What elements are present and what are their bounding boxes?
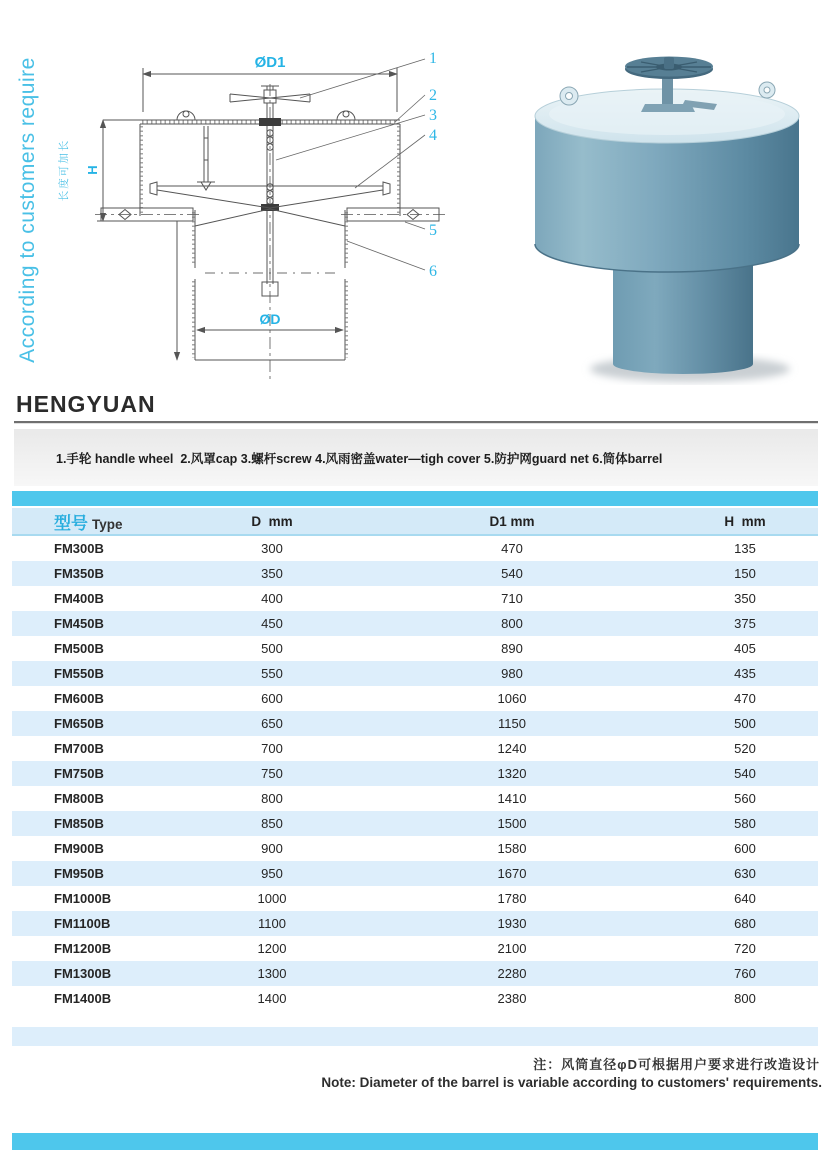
cell-d: 1000 (257, 891, 287, 906)
cell-h: 760 (734, 966, 756, 981)
table-row (12, 936, 818, 961)
header-d: D mm (251, 513, 293, 529)
dim-d1-label: ØD1 (254, 54, 286, 71)
cell-h: 375 (734, 616, 756, 631)
header-h: H mm (724, 513, 766, 529)
cell-d: 300 (261, 541, 283, 556)
cell-type: FM600B (54, 691, 104, 706)
cell-d: 400 (261, 591, 283, 606)
cell-d1: 800 (501, 616, 523, 631)
callouts (276, 50, 437, 280)
cell-type: FM950B (54, 866, 104, 881)
cell-type: FM350B (54, 566, 104, 581)
dim-h-label: H (85, 165, 100, 175)
photo-barrel (613, 263, 753, 374)
cell-d: 900 (261, 841, 283, 856)
photo-handwheel (625, 57, 713, 80)
table-header-row (12, 508, 818, 536)
cell-d1: 1060 (497, 691, 527, 706)
table-row (12, 736, 818, 761)
cell-d: 1200 (257, 941, 287, 956)
cell-type: FM900B (54, 841, 104, 856)
cell-h: 150 (734, 566, 756, 581)
product-photo (495, 38, 825, 393)
cell-type: FM850B (54, 816, 104, 831)
cell-d1: 1410 (497, 791, 527, 806)
parts-legend-text: 1.手轮 handle wheel 2.风罩cap 3.螺杆screw 4.风雨密盖water—tigh cover 5.防护网guard net 6.筒体barrel (56, 452, 663, 466)
table-row (12, 711, 818, 736)
table-row (12, 961, 818, 986)
cell-type: FM550B (54, 666, 104, 681)
cell-type: FM1400B (54, 991, 112, 1006)
header-type (12, 509, 192, 534)
cell-d: 950 (261, 866, 283, 881)
cell-d1: 1930 (497, 916, 527, 931)
cell-d1: 2380 (497, 991, 527, 1006)
cell-d1: 710 (501, 591, 523, 606)
callout-5: 5 (429, 222, 437, 239)
photo-stem (662, 78, 673, 106)
table-row (12, 561, 818, 586)
table-row (12, 986, 818, 1011)
cell-d: 1300 (257, 966, 287, 981)
cell-d: 700 (261, 741, 283, 756)
cell-h: 470 (734, 691, 756, 706)
cell-type: FM1200B (54, 941, 112, 956)
note-chinese: 注：风筒直径φD可根据用户要求进行改造设计 (533, 1057, 820, 1072)
cell-d: 600 (261, 691, 283, 706)
cell-d: 1400 (257, 991, 287, 1006)
header-d1: D1 mm (489, 513, 535, 529)
cell-d1: 980 (501, 666, 523, 681)
cell-type: FM1300B (54, 966, 112, 981)
cell-h: 560 (734, 791, 756, 806)
cell-d: 1100 (258, 916, 286, 931)
cell-d1: 470 (501, 541, 523, 556)
note-english: Note: Diameter of the barrel is variable according to customers' requirements. (321, 1075, 822, 1090)
table-row (12, 861, 818, 886)
cell-h: 680 (734, 916, 756, 931)
cell-d1: 1320 (497, 766, 527, 781)
callout-2: 2 (429, 87, 437, 104)
cell-d1: 1240 (497, 741, 527, 756)
technical-diagram (55, 38, 445, 388)
cell-type: FM800B (54, 791, 104, 806)
table-row (12, 761, 818, 786)
page-title: HENGYUAN (16, 391, 156, 417)
table-row (12, 536, 818, 561)
table-row (12, 886, 818, 911)
cell-type: FM500B (54, 641, 104, 656)
cell-d1: 540 (501, 566, 523, 581)
cell-h: 630 (734, 866, 756, 881)
header-type-cn: 型号 (54, 513, 88, 533)
cell-d: 650 (261, 716, 283, 731)
cell-h: 640 (734, 891, 756, 906)
cell-h: 580 (734, 816, 756, 831)
cell-type: FM300B (54, 541, 104, 556)
cell-d1: 1150 (498, 716, 526, 731)
cell-h: 720 (734, 941, 756, 956)
cell-d: 550 (261, 666, 283, 681)
cell-d1: 890 (501, 641, 523, 656)
table-row (12, 686, 818, 711)
cell-type: FM1100B (54, 916, 111, 931)
cell-type: FM750B (54, 766, 104, 781)
table-row (12, 786, 818, 811)
cell-type: FM450B (54, 616, 104, 631)
side-note-english: According to customers require (16, 57, 39, 363)
accent-bar-bottom (12, 1133, 818, 1150)
cell-h: 800 (734, 991, 756, 1006)
cell-d: 350 (261, 566, 283, 581)
cell-d1: 2100 (497, 941, 527, 956)
cell-type: FM400B (54, 591, 104, 606)
cell-d1: 1670 (497, 866, 527, 881)
cell-h: 500 (734, 716, 756, 731)
table-row (12, 586, 818, 611)
parts-legend-panel (14, 429, 818, 486)
inner-rod (197, 126, 215, 190)
cell-h: 435 (734, 666, 756, 681)
dim-d (197, 311, 343, 330)
cell-type: FM650B (54, 716, 104, 731)
callout-1: 1 (429, 50, 437, 67)
cell-h: 135 (734, 541, 756, 556)
dim-h (85, 120, 177, 360)
cell-h: 405 (734, 641, 756, 656)
cell-h: 600 (734, 841, 756, 856)
cell-d1: 1780 (497, 891, 527, 906)
cell-d: 500 (261, 641, 283, 656)
divider (14, 421, 818, 424)
cell-d: 800 (261, 791, 283, 806)
side-note-chinese: 长度可加长 (58, 138, 70, 202)
cell-type: FM700B (54, 741, 104, 756)
table-body (12, 536, 818, 1011)
dim-d-label: ØD (259, 311, 281, 327)
table-empty-row (12, 1027, 818, 1046)
callout-3: 3 (429, 107, 437, 124)
header-type-en: Type (92, 516, 123, 532)
cell-type: FM1000B (54, 891, 112, 906)
cell-h: 520 (734, 741, 756, 756)
accent-bar-top (12, 491, 818, 506)
table-row (12, 661, 818, 686)
cell-h: 350 (734, 591, 756, 606)
cell-d: 850 (261, 816, 283, 831)
table-row (12, 836, 818, 861)
spec-table (12, 508, 818, 1046)
cell-d: 450 (261, 616, 283, 631)
cell-d1: 1500 (497, 816, 527, 831)
cell-d1: 1580 (497, 841, 527, 856)
cell-d: 750 (261, 766, 283, 781)
table-row (12, 611, 818, 636)
cell-d1: 2280 (497, 966, 527, 981)
table-row (12, 911, 818, 936)
callout-4: 4 (429, 127, 437, 144)
table-row (12, 811, 818, 836)
table-row (12, 636, 818, 661)
cell-h: 540 (734, 766, 756, 781)
callout-6: 6 (429, 263, 437, 280)
